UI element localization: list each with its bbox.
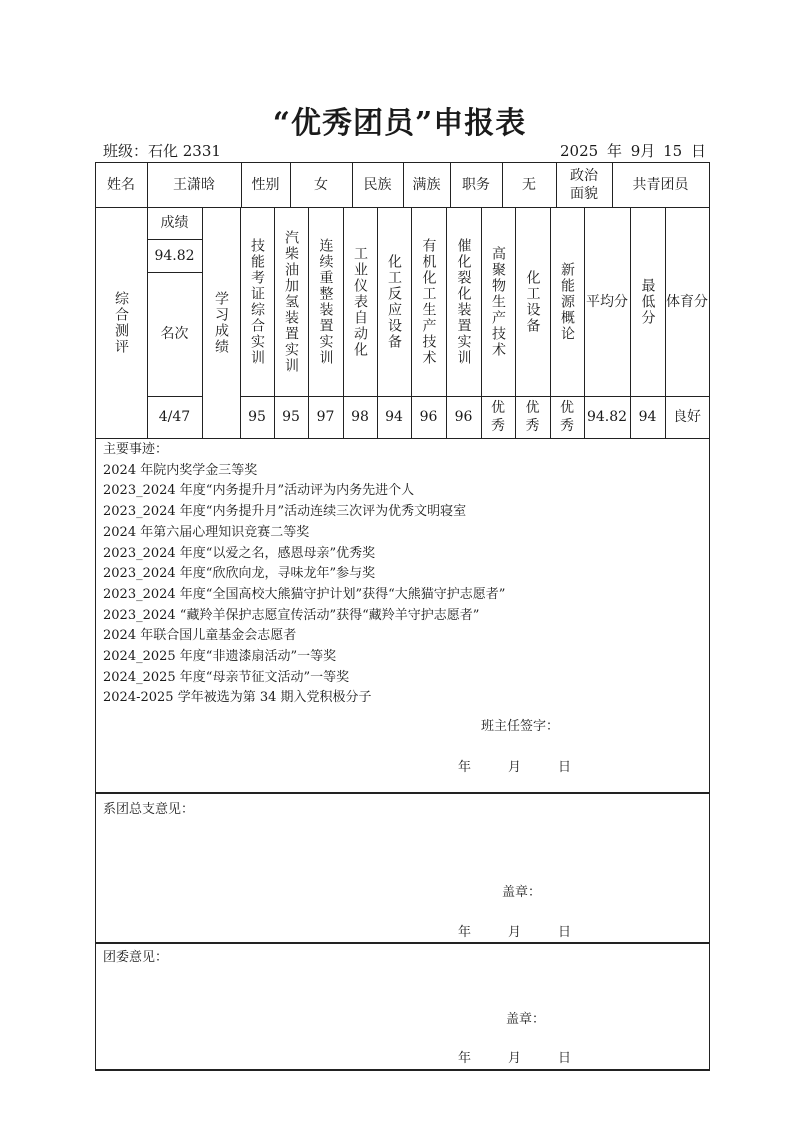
day-label: 日 xyxy=(558,760,572,775)
political-label xyxy=(556,162,612,207)
achievement-item: 2023_2024 年度“全国高校大熊猫守护计划”获得“大熊猫守护志愿者” xyxy=(103,586,506,602)
course-name: 催化裂化装置实训 xyxy=(455,237,472,366)
position-value: 无 xyxy=(522,176,536,193)
month-label: 月 xyxy=(508,925,522,940)
pe-value: 良好 xyxy=(673,409,701,425)
course-grade: 96 xyxy=(454,409,473,425)
achievements-label: 主要事迹： xyxy=(103,442,169,457)
course-grade: 95 xyxy=(282,409,300,425)
achievement-item: 2023_2024 年度“内务提升月”活动评为内务先进个人 xyxy=(103,483,415,499)
rank-label: 名次 xyxy=(160,326,189,342)
course-header xyxy=(308,207,343,396)
form-date xyxy=(560,140,710,161)
course-name: 汽柴油加氢装置实训 xyxy=(283,229,299,374)
achievement-item: 2023_2024 年度“以爱之名，感恩母亲”优秀奖 xyxy=(103,545,376,561)
row-divider xyxy=(95,792,710,794)
date-day: 15 xyxy=(663,142,683,160)
min-label: 最低分 xyxy=(639,277,656,326)
row-divider xyxy=(95,438,710,439)
evaluation-label-cell xyxy=(95,207,147,438)
achievement-item: 2023_2024 “藏羚羊保护志愿宣传活动”获得“藏羚羊守护志愿者” xyxy=(103,607,480,623)
ethnicity-value: 满族 xyxy=(412,176,441,193)
month-label: 月 xyxy=(508,1051,522,1066)
year-label: 年 xyxy=(458,760,472,775)
course-grade: 97 xyxy=(316,409,335,425)
achievement-item: 2024_2025 年度“非遗漆扇活动”一等奖 xyxy=(103,649,337,665)
name-value: 王潇晗 xyxy=(173,176,215,193)
course-name: 新能源概论 xyxy=(559,261,575,342)
course-header xyxy=(240,207,274,396)
course-grade: 优秀 xyxy=(491,400,505,434)
min-label-cell xyxy=(630,207,665,396)
achievement-item: 2023_2024 年度“内务提升月”活动连续三次评为优秀文明寝室 xyxy=(103,504,467,520)
course-name: 工业仪表自动化 xyxy=(352,245,368,358)
day-label: 日 xyxy=(558,925,572,940)
evaluation-label: 综合测评 xyxy=(113,290,129,355)
course-grade: 98 xyxy=(351,409,369,425)
achievement-item: 2024 年联合国儿童基金会志愿者 xyxy=(103,628,297,644)
course-header xyxy=(274,207,308,396)
course-grade: 95 xyxy=(248,409,266,425)
rank-value: 4/47 xyxy=(158,409,191,425)
academic-label: 学习成绩 xyxy=(213,290,229,355)
course-header xyxy=(550,207,584,396)
day-label: 日 xyxy=(558,1051,572,1066)
position-label: 职务 xyxy=(462,176,490,193)
achievement-item: 2024_2025 年度“母亲节征文活动”一等奖 xyxy=(103,669,350,685)
course-name: 有机化工生产技术 xyxy=(420,237,437,366)
gender-value: 女 xyxy=(314,176,328,193)
course-name: 技能考证综合实训 xyxy=(249,237,265,366)
branch-stamp-label: 盖章： xyxy=(502,885,542,900)
branch-date xyxy=(458,921,608,940)
table-border-bottom xyxy=(95,1069,710,1071)
date-day-unit: 日 xyxy=(690,142,706,160)
course-name: 高聚物生产技术 xyxy=(490,245,506,358)
course-header xyxy=(377,207,411,396)
achievement-item: 2023_2024 年度“欣欣向龙，寻味龙年”参与奖 xyxy=(103,566,376,582)
committee-stamp-label: 盖章： xyxy=(506,1012,546,1027)
score-label: 成绩 xyxy=(160,215,189,231)
average-value: 94.82 xyxy=(586,409,628,425)
course-name: 化工反应设备 xyxy=(386,253,402,350)
academic-label-cell xyxy=(202,207,240,438)
course-name: 化工设备 xyxy=(524,269,541,334)
political-label-line1: 政治 xyxy=(570,167,598,184)
table-border-right xyxy=(709,162,710,1069)
course-header xyxy=(411,207,446,396)
course-grade: 96 xyxy=(419,409,438,425)
year-label: 年 xyxy=(458,925,472,940)
date-year: 2025 xyxy=(560,142,599,160)
political-label-line2: 面貌 xyxy=(570,185,598,202)
page-title: “优秀团员”申报表 xyxy=(272,106,527,141)
achievement-item: 2024 年第六届心理知识竞赛二等奖 xyxy=(103,524,310,540)
achievement-item: 2024-2025 学年被选为第 34 期入党积极分子 xyxy=(103,690,372,706)
course-grade: 优秀 xyxy=(560,400,574,434)
pe-label: 体育分 xyxy=(666,293,708,310)
date-year-unit: 年 xyxy=(606,142,622,160)
political-value: 共青团员 xyxy=(632,176,689,193)
course-grade: 94 xyxy=(385,409,403,425)
min-value: 94 xyxy=(638,409,657,425)
row-divider xyxy=(95,942,710,944)
committee-opinion-label: 团委意见： xyxy=(103,950,169,965)
score-value: 94.82 xyxy=(154,247,195,264)
course-grade: 优秀 xyxy=(525,400,540,434)
gender-label: 性别 xyxy=(251,176,280,193)
ethnicity-label: 民族 xyxy=(363,176,392,193)
achievement-item: 2024 年院内奖学金三等奖 xyxy=(103,462,258,478)
course-header xyxy=(343,207,377,396)
average-label: 平均分 xyxy=(586,293,628,310)
month-label: 月 xyxy=(508,760,522,775)
name-label: 姓名 xyxy=(107,176,135,193)
committee-date xyxy=(458,1047,608,1066)
class-label: 班级：石化 2331 xyxy=(103,142,221,160)
course-header xyxy=(481,207,515,396)
year-label: 年 xyxy=(458,1051,472,1066)
achievements-list xyxy=(103,440,505,709)
teacher-signature-date xyxy=(458,756,608,775)
date-month: 9月 xyxy=(630,142,656,160)
branch-opinion-label: 系团总支意见： xyxy=(103,802,195,817)
teacher-signature-label: 班主任签字： xyxy=(481,719,560,734)
course-header xyxy=(515,207,550,396)
course-name: 连续重整装置实训 xyxy=(317,237,334,366)
course-header xyxy=(446,207,481,396)
